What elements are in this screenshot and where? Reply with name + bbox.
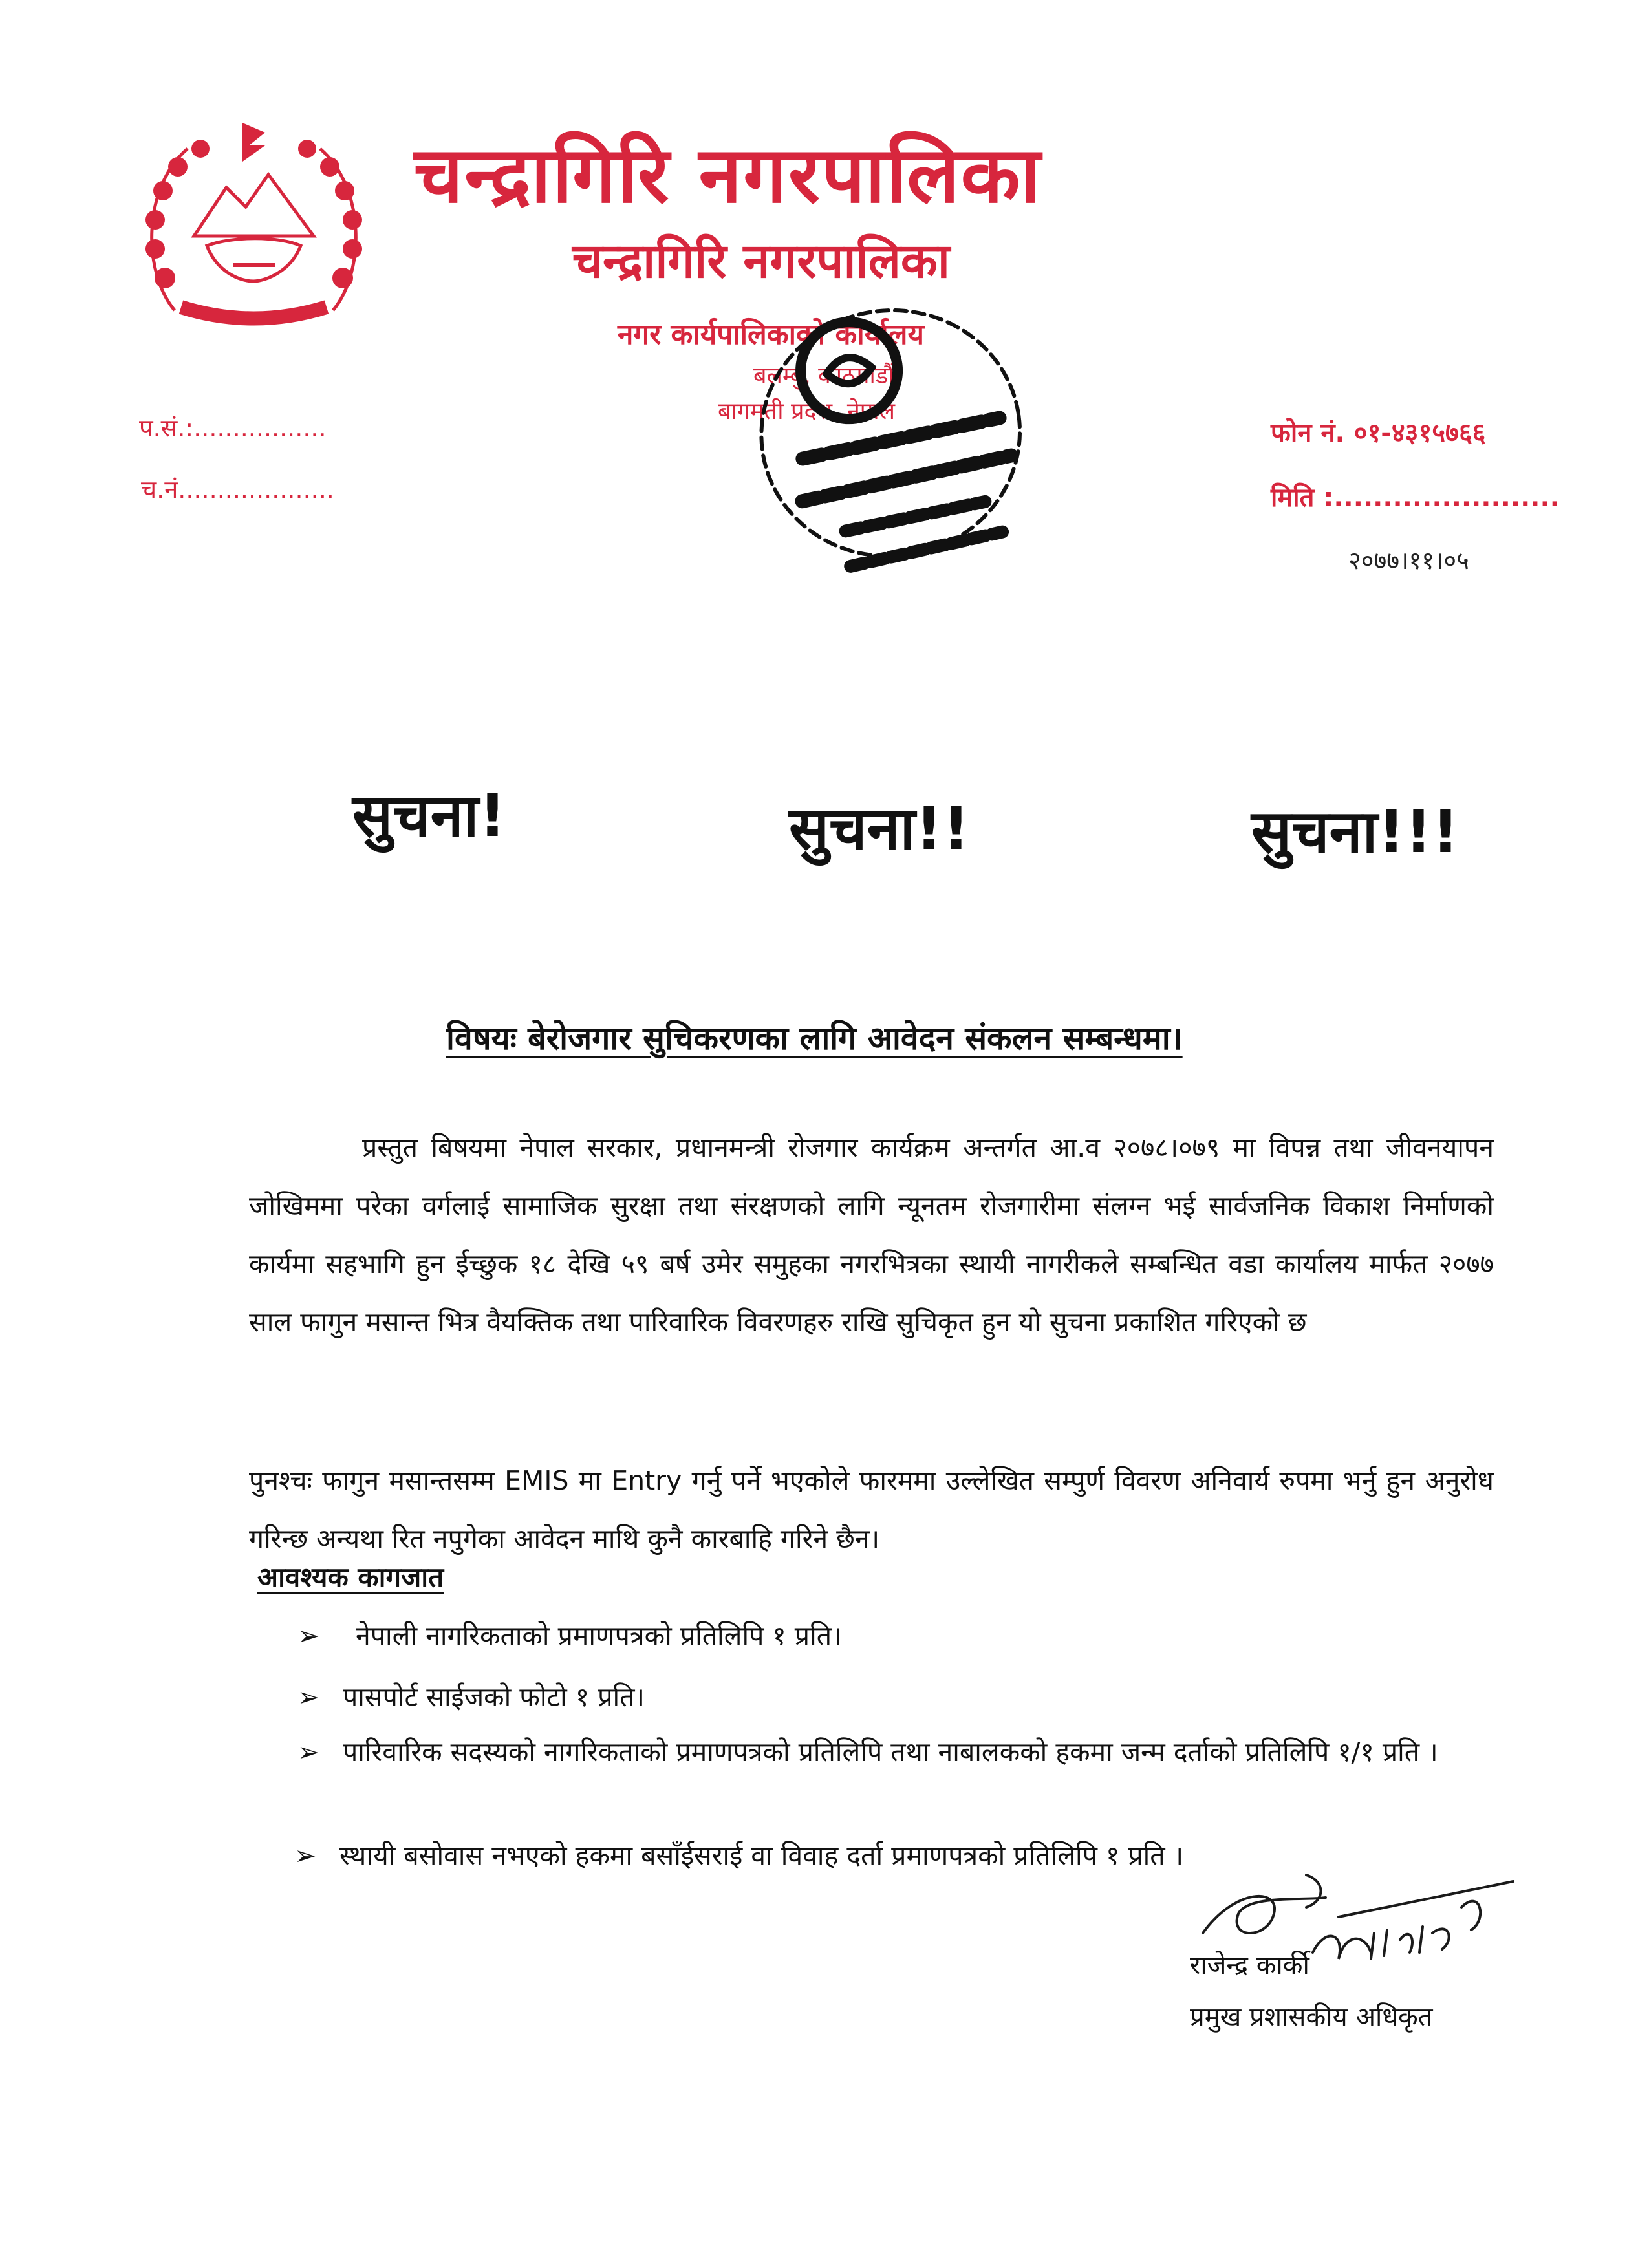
- office-stamp: [724, 294, 1061, 598]
- list-item-text: पारिवारिक सदस्यको नागरिकताको प्रमाणपत्रको प्रतिलिपि तथा नाबालकको हकमा जन्म दर्ताको प्रतिलिपि १/१ प्रति ।: [343, 1737, 1438, 1768]
- list-item: [297, 1726, 1461, 1778]
- reference-number-field: प.सं.:.................: [139, 414, 327, 442]
- required-docs-heading: आवश्यक कागजात: [257, 1561, 444, 1593]
- date-value: २०७७।११।०५: [1348, 546, 1469, 575]
- notice-heading-2: सुचना!!: [789, 794, 970, 863]
- address-line-1: बलम्बु, काठमाडौं: [753, 363, 894, 389]
- address-line-2: बागमती प्रदेश, नेपाल: [718, 398, 896, 425]
- municipality-name: चन्द्रागिरि नगरपालिका: [414, 131, 1042, 220]
- municipality-name-script: चन्द्रागिरि नगरपालिका: [572, 233, 950, 289]
- signer-title: प्रमुख प्रशासकीय अधिकृत: [1190, 2002, 1433, 2032]
- body-paragraph-2: पुनश्चः फागुन मसान्तसम्म EMIS मा Entry गर्नु पर्ने भएकोले फारममा उल्लेखित सम्पुर्ण विवरण अनिवार्य रुपमा भर्नु हुन अनुरोध गरिन्छ अन्यथा रित नपुगेका आवेदन माथि कुनै कारबाहि गरिने छैन।: [249, 1465, 1494, 1554]
- list-item-text: स्थायी बसोवास नभएको हकमा बसाँईसराई वा विवाह दर्ता प्रमाणपत्रको प्रतिलिपि १ प्रति ।: [339, 1840, 1184, 1871]
- nepal-emblem-logo: [136, 116, 372, 330]
- subject-line: विषयः बेरोजगार सुचिकरणका लागि आवेदन संकलन सम्बन्धमा।: [446, 1020, 1183, 1057]
- signer-name: राजेन्द्र कार्की: [1190, 1951, 1310, 1980]
- arrow-bullet-icon: ➢: [297, 1737, 320, 1768]
- office-name: नगर कार्यपालिकाको कार्यालय: [618, 318, 924, 351]
- list-item-text: नेपाली नागरिकताको प्रमाणपत्रको प्रतिलिपि १ प्रति।: [356, 1620, 842, 1651]
- handwritten-signature: [1177, 1862, 1526, 2011]
- notice-heading-3: सुचना!!!: [1251, 797, 1460, 866]
- dispatch-number-field: च.नं....................: [141, 475, 334, 504]
- arrow-bullet-icon: ➢: [297, 1620, 320, 1651]
- notice-heading-1: सुचना!: [352, 781, 506, 850]
- body-paragraph-1: प्रस्तुत बिषयमा नेपाल सरकार, प्रधानमन्त्री रोजगार कार्यक्रम अन्तर्गत आ.व २०७८।०७९ मा विपन्न तथा जीवनयापन जोखिममा परेका वर्गलाई सामाजिक सुरक्षा तथा संरक्षणको लागि न्यूनतम रोजगारीमा संलग्न भई सार्वजनिक विकाश निर्माणको कार्यमा सहभागि हुन ईच्छुक १८ देखि ५९ बर्ष उमेर समुहका नगरभित्रका स्थायी नागरीकले सम्बन्धित वडा कार्यालय मार्फत २०७७ साल फागुन मसान्त भित्र वैयक्तिक तथा पारिवारिक विवरणहरु राखि सुचिकृत हुन यो सुचना प्रकाशित गरिएको छ: [249, 1132, 1494, 1338]
- list-item: [297, 1610, 1461, 1662]
- date-field: मिति :.......................: [1271, 483, 1560, 513]
- phone-number: फोन नं. ०१-४३१५७६६: [1271, 418, 1486, 448]
- list-item: [297, 1671, 1461, 1723]
- arrow-bullet-icon: ➢: [297, 1682, 320, 1713]
- arrow-bullet-icon: ➢: [294, 1840, 317, 1871]
- list-item-text: पासपोर्ट साईजको फोटो १ प्रति।: [343, 1682, 645, 1713]
